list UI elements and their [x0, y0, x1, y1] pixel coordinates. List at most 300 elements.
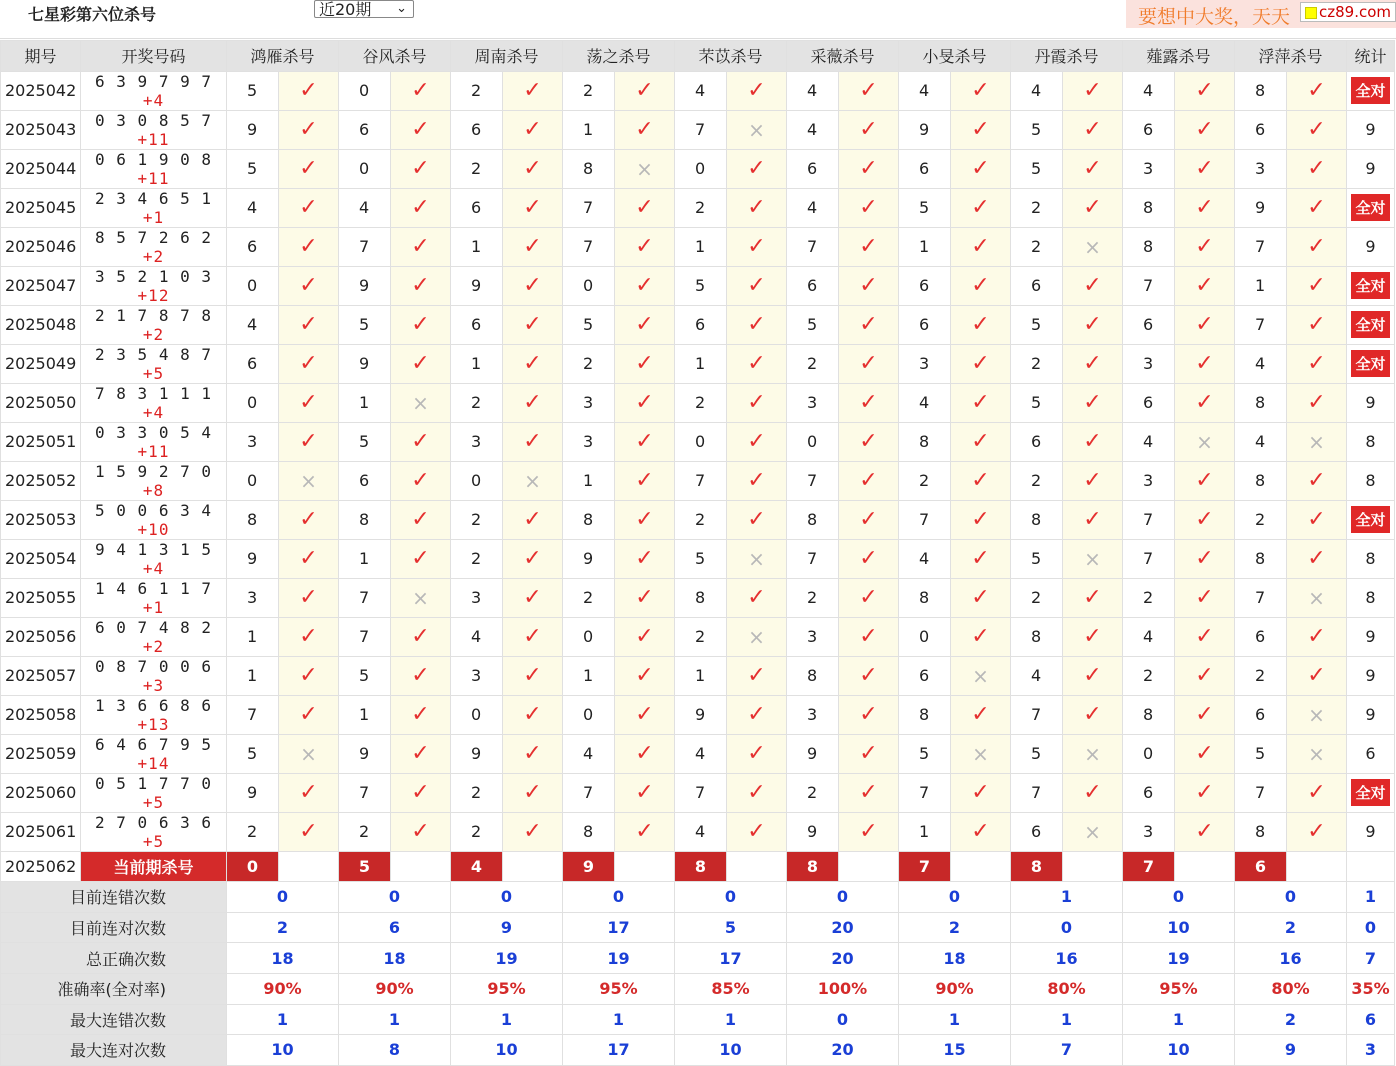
result-mark-cell: [1287, 617, 1347, 656]
stats-value: 1: [563, 1004, 675, 1035]
kill-number-cell: 8: [563, 500, 615, 539]
result-mark-cell: [503, 773, 563, 812]
stats-value: 17: [675, 943, 787, 974]
stats-value: 1: [899, 1004, 1011, 1035]
result-mark-cell: [279, 344, 339, 383]
check-icon: ✓: [1307, 312, 1326, 338]
kill-number-cell: 1: [451, 344, 503, 383]
result-mark-cell: [391, 539, 451, 578]
stats-value: 6: [339, 912, 451, 943]
kill-number-cell: 4: [227, 188, 279, 227]
check-icon: ✓: [747, 585, 766, 611]
draw-numbers-cell: [81, 617, 227, 656]
period-cell: 2025045: [1, 188, 81, 227]
kill-number-cell: 7: [675, 110, 727, 149]
period-cell: 2025056: [1, 617, 81, 656]
result-mark-cell: [1063, 188, 1123, 227]
check-icon: ✓: [523, 585, 542, 611]
kill-number-cell: 3: [227, 422, 279, 461]
check-icon: ✓: [523, 507, 542, 533]
result-mark-cell: [503, 110, 563, 149]
stats-value: 20: [787, 1035, 899, 1066]
period-cell: 2025049: [1, 344, 81, 383]
kill-number-cell: 2: [787, 773, 839, 812]
cross-icon: ×: [1308, 702, 1325, 727]
stats-value: 0: [1123, 882, 1235, 913]
draw-bonus: +13: [137, 714, 170, 734]
draw-numbers: 6 0 7 4 8 2: [95, 617, 212, 637]
kill-number-cell: 6: [1235, 617, 1287, 656]
kill-number-cell: 1: [563, 110, 615, 149]
draw-bonus: +4: [142, 558, 165, 578]
kill-number-cell: 8: [1123, 227, 1175, 266]
result-mark-cell: [951, 344, 1011, 383]
draw-bonus: +2: [142, 246, 165, 266]
kill-number-cell: 0: [451, 695, 503, 734]
result-mark-cell: [1063, 578, 1123, 617]
current-kill-number: 7: [1123, 851, 1175, 882]
check-icon: ✓: [1195, 819, 1214, 845]
cross-icon: ×: [1084, 819, 1101, 844]
stats-value: 19: [1123, 943, 1235, 974]
ad-banner[interactable]: [1126, 0, 1396, 28]
kill-number-cell: 4: [1123, 617, 1175, 656]
check-icon: ✓: [1195, 468, 1214, 494]
check-icon: ✓: [971, 429, 990, 455]
result-mark-cell: [839, 500, 899, 539]
kill-number-cell: 7: [563, 227, 615, 266]
draw-bonus: +1: [142, 207, 165, 227]
result-mark-cell: [391, 422, 451, 461]
result-mark-cell: [615, 500, 675, 539]
result-mark-cell: [1287, 500, 1347, 539]
check-icon: ✓: [1307, 546, 1326, 572]
draw-numbers-cell: [81, 71, 227, 110]
kill-number-cell: 5: [227, 149, 279, 188]
check-icon: ✓: [411, 117, 430, 143]
kill-number-cell: 8: [1235, 461, 1287, 500]
result-mark-cell: [951, 149, 1011, 188]
draw-bonus: +5: [142, 363, 165, 383]
stats-value: 0: [451, 882, 563, 913]
stats-value: 17: [563, 1035, 675, 1066]
period-cell: 2025052: [1, 461, 81, 500]
kill-number-cell: 2: [675, 188, 727, 227]
kill-number-cell: 3: [227, 578, 279, 617]
current-kill-number: 7: [899, 851, 951, 882]
stats-value: 10: [227, 1035, 339, 1066]
result-mark-cell: [839, 266, 899, 305]
period-cell: 2025047: [1, 266, 81, 305]
kill-number-cell: 3: [787, 617, 839, 656]
check-icon: ✓: [635, 819, 654, 845]
result-mark-cell: [279, 227, 339, 266]
result-mark-cell: [839, 578, 899, 617]
check-icon: ✓: [523, 312, 542, 338]
stat-cell: 9: [1347, 695, 1395, 734]
result-mark-cell: [727, 110, 787, 149]
kill-number-cell: 6: [899, 266, 951, 305]
empty-cell: [1175, 851, 1235, 882]
result-mark-cell: [279, 461, 339, 500]
kill-number-cell: 0: [339, 149, 391, 188]
result-mark-cell: [1287, 656, 1347, 695]
table-header-row: [1, 41, 1395, 72]
kill-number-cell: 8: [1011, 500, 1063, 539]
column-header: 期号: [1, 41, 81, 72]
kill-number-cell: 6: [1011, 422, 1063, 461]
table-row: [1, 617, 1395, 656]
check-icon: ✓: [635, 273, 654, 299]
all-correct-badge: 全对: [1351, 779, 1389, 806]
draw-bonus: +3: [142, 675, 165, 695]
kill-number-cell: 7: [339, 578, 391, 617]
stats-value: 18: [899, 943, 1011, 974]
result-mark-cell: [951, 266, 1011, 305]
column-header: 鸿雁杀号: [227, 41, 339, 72]
result-mark-cell: [1287, 383, 1347, 422]
check-icon: ✓: [411, 663, 430, 689]
result-mark-cell: [1287, 578, 1347, 617]
result-mark-cell: [1287, 188, 1347, 227]
check-icon: ✓: [411, 312, 430, 338]
kill-number-cell: 2: [563, 344, 615, 383]
result-mark-cell: [391, 500, 451, 539]
period-cell: 2025057: [1, 656, 81, 695]
check-icon: ✓: [1083, 624, 1102, 650]
check-icon: ✓: [747, 429, 766, 455]
result-mark-cell: [279, 188, 339, 227]
kill-number-cell: 4: [1011, 656, 1063, 695]
check-icon: ✓: [635, 624, 654, 650]
result-mark-cell: [1063, 266, 1123, 305]
kill-number-cell: 9: [899, 110, 951, 149]
result-mark-cell: [503, 188, 563, 227]
check-icon: ✓: [747, 312, 766, 338]
result-mark-cell: [727, 71, 787, 110]
result-mark-cell: [839, 695, 899, 734]
result-mark-cell: [391, 227, 451, 266]
check-icon: ✓: [1307, 468, 1326, 494]
kill-number-cell: 6: [899, 656, 951, 695]
result-mark-cell: [1063, 539, 1123, 578]
result-mark-cell: [279, 500, 339, 539]
result-mark-cell: [1175, 305, 1235, 344]
result-mark-cell: [279, 71, 339, 110]
kill-number-cell: 6: [675, 305, 727, 344]
result-mark-cell: [951, 734, 1011, 773]
kill-number-cell: 0: [787, 422, 839, 461]
check-icon: ✓: [1307, 234, 1326, 260]
result-mark-cell: [615, 305, 675, 344]
result-mark-cell: [1175, 461, 1235, 500]
kill-number-cell: 8: [1235, 539, 1287, 578]
check-icon: ✓: [523, 195, 542, 221]
result-mark-cell: [1175, 695, 1235, 734]
check-icon: ✓: [1195, 624, 1214, 650]
kill-number-cell: 4: [899, 71, 951, 110]
result-mark-cell: [503, 383, 563, 422]
draw-numbers-cell: [81, 773, 227, 812]
result-mark-cell: [279, 422, 339, 461]
check-icon: ✓: [859, 273, 878, 299]
period-cell: 2025060: [1, 773, 81, 812]
result-mark-cell: [839, 344, 899, 383]
stats-row: [1, 882, 1395, 913]
current-period-row: [1, 851, 1395, 882]
kill-number-cell: 4: [451, 617, 503, 656]
kill-number-cell: 3: [899, 344, 951, 383]
kill-number-cell: 2: [1235, 500, 1287, 539]
kill-number-cell: 6: [787, 266, 839, 305]
result-mark-cell: [839, 71, 899, 110]
check-icon: ✓: [1307, 195, 1326, 221]
check-icon: ✓: [411, 780, 430, 806]
kill-number-cell: 8: [1123, 188, 1175, 227]
kill-number-cell: 6: [451, 305, 503, 344]
kill-number-cell: 7: [1235, 227, 1287, 266]
kill-number-cell: 2: [451, 539, 503, 578]
check-icon: ✓: [299, 351, 318, 377]
result-mark-cell: [1287, 422, 1347, 461]
check-icon: ✓: [299, 273, 318, 299]
result-mark-cell: [503, 578, 563, 617]
check-icon: ✓: [1195, 390, 1214, 416]
result-mark-cell: [1063, 227, 1123, 266]
stats-value: 95%: [563, 973, 675, 1004]
kill-number-cell: 8: [1235, 71, 1287, 110]
draw-numbers-cell: [81, 656, 227, 695]
table-row: [1, 227, 1395, 266]
result-mark-cell: [279, 383, 339, 422]
check-icon: ✓: [411, 702, 430, 728]
result-mark-cell: [951, 383, 1011, 422]
check-icon: ✓: [299, 819, 318, 845]
kill-number-cell: 9: [339, 734, 391, 773]
table-row: [1, 578, 1395, 617]
chevron-down-icon: ⌄: [396, 1, 407, 16]
kill-number-cell: 4: [675, 734, 727, 773]
result-mark-cell: [1287, 812, 1347, 851]
stats-label: 准确率(全对率): [1, 973, 227, 1004]
kill-number-cell: 5: [1011, 734, 1063, 773]
stat-cell: 6: [1347, 734, 1395, 773]
check-icon: ✓: [971, 273, 990, 299]
draw-bonus: +8: [142, 480, 165, 500]
result-mark-cell: [951, 773, 1011, 812]
empty-cell: [951, 851, 1011, 882]
stats-value: 16: [1011, 943, 1123, 974]
stat-cell: 9: [1347, 383, 1395, 422]
stat-cell: 9: [1347, 227, 1395, 266]
column-header: 薤露杀号: [1123, 41, 1235, 72]
result-mark-cell: [1287, 149, 1347, 188]
period-cell: 2025054: [1, 539, 81, 578]
check-icon: ✓: [635, 312, 654, 338]
stats-value: 1: [1011, 882, 1123, 913]
check-icon: ✓: [971, 702, 990, 728]
stats-value: 16: [1235, 943, 1347, 974]
stats-value: 0: [1235, 882, 1347, 913]
kill-number-cell: 2: [451, 812, 503, 851]
check-icon: ✓: [1195, 663, 1214, 689]
column-header: 开奖号码: [81, 41, 227, 72]
kill-number-cell: 2: [1123, 578, 1175, 617]
check-icon: ✓: [859, 507, 878, 533]
kill-number-cell: 6: [451, 110, 503, 149]
check-icon: ✓: [635, 234, 654, 260]
result-mark-cell: [1063, 305, 1123, 344]
check-icon: ✓: [1307, 819, 1326, 845]
kill-number-cell: 7: [339, 227, 391, 266]
kill-number-cell: 9: [787, 734, 839, 773]
period-select-value: 近20期: [319, 0, 372, 19]
stats-label: 目前连对次数: [1, 912, 227, 943]
draw-numbers-cell: [81, 734, 227, 773]
kill-number-cell: 4: [1123, 422, 1175, 461]
stats-value: 2: [1235, 1004, 1347, 1035]
check-icon: ✓: [1307, 78, 1326, 104]
stats-value: 10: [451, 1035, 563, 1066]
result-mark-cell: [615, 695, 675, 734]
column-header: 小旻杀号: [899, 41, 1011, 72]
empty-cell: [839, 851, 899, 882]
result-mark-cell: [1287, 110, 1347, 149]
check-icon: ✓: [1083, 156, 1102, 182]
kill-number-cell: 9: [451, 266, 503, 305]
result-mark-cell: [1175, 734, 1235, 773]
check-icon: ✓: [747, 819, 766, 845]
stats-label: 最大连对次数: [1, 1035, 227, 1066]
draw-numbers: 0 5 1 7 7 0: [95, 773, 212, 793]
check-icon: ✓: [299, 156, 318, 182]
kill-number-cell: 2: [563, 578, 615, 617]
check-icon: ✓: [747, 273, 766, 299]
kill-number-cell: 9: [787, 812, 839, 851]
result-mark-cell: [279, 578, 339, 617]
result-mark-cell: [503, 500, 563, 539]
table-row: [1, 149, 1395, 188]
check-icon: ✓: [523, 156, 542, 182]
check-icon: ✓: [411, 273, 430, 299]
result-mark-cell: [951, 812, 1011, 851]
check-icon: ✓: [747, 702, 766, 728]
result-mark-cell: [615, 812, 675, 851]
result-mark-cell: [503, 266, 563, 305]
kill-number-cell: 4: [1235, 422, 1287, 461]
check-icon: ✓: [523, 663, 542, 689]
kill-number-cell: 1: [339, 695, 391, 734]
result-mark-cell: [503, 149, 563, 188]
period-select[interactable]: [314, 0, 414, 18]
result-mark-cell: [1175, 578, 1235, 617]
period-cell: 2025044: [1, 149, 81, 188]
stats-value: 19: [451, 943, 563, 974]
stats-label: 总正确次数: [1, 943, 227, 974]
column-header: 浮萍杀号: [1235, 41, 1347, 72]
stats-value: 17: [563, 912, 675, 943]
draw-numbers-cell: [81, 812, 227, 851]
stats-value: 1: [451, 1004, 563, 1035]
draw-numbers: 9 4 1 3 1 5: [95, 539, 212, 559]
check-icon: ✓: [859, 624, 878, 650]
stats-value: 7: [1347, 943, 1395, 974]
check-icon: ✓: [411, 507, 430, 533]
empty-cell: [1063, 851, 1123, 882]
check-icon: ✓: [1083, 195, 1102, 221]
result-mark-cell: [727, 266, 787, 305]
current-kill-number: 9: [563, 851, 615, 882]
check-icon: ✓: [859, 468, 878, 494]
check-icon: ✓: [1307, 780, 1326, 806]
table-row: [1, 539, 1395, 578]
result-mark-cell: [727, 461, 787, 500]
result-mark-cell: [279, 266, 339, 305]
cross-icon: ×: [1084, 234, 1101, 259]
check-icon: ✓: [747, 663, 766, 689]
check-icon: ✓: [971, 351, 990, 377]
cross-icon: ×: [748, 117, 765, 142]
check-icon: ✓: [635, 195, 654, 221]
kill-number-cell: 2: [451, 149, 503, 188]
current-kill-number: 8: [787, 851, 839, 882]
check-icon: ✓: [635, 351, 654, 377]
check-icon: ✓: [1195, 117, 1214, 143]
kill-number-cell: 8: [787, 656, 839, 695]
result-mark-cell: [1287, 227, 1347, 266]
result-mark-cell: [951, 188, 1011, 227]
draw-numbers-cell: [81, 422, 227, 461]
check-icon: ✓: [859, 585, 878, 611]
site-logo[interactable]: [1300, 2, 1396, 22]
result-mark-cell: [839, 773, 899, 812]
cross-icon: ×: [1308, 741, 1325, 766]
stat-cell: 9: [1347, 149, 1395, 188]
check-icon: ✓: [859, 702, 878, 728]
period-cell: 2025058: [1, 695, 81, 734]
check-icon: ✓: [747, 780, 766, 806]
check-icon: ✓: [747, 234, 766, 260]
result-mark-cell: [615, 188, 675, 227]
kill-number-cell: 7: [563, 188, 615, 227]
result-mark-cell: [1175, 617, 1235, 656]
kill-number-cell: 1: [675, 344, 727, 383]
result-mark-cell: [1175, 539, 1235, 578]
result-mark-cell: [1175, 149, 1235, 188]
kill-number-cell: 0: [1123, 734, 1175, 773]
result-mark-cell: [615, 461, 675, 500]
stats-value: 0: [563, 882, 675, 913]
check-icon: ✓: [1195, 702, 1214, 728]
result-mark-cell: [1175, 266, 1235, 305]
result-mark-cell: [1063, 656, 1123, 695]
check-icon: ✓: [523, 624, 542, 650]
current-kill-number: 6: [1235, 851, 1287, 882]
kill-number-cell: 5: [1011, 383, 1063, 422]
kill-number-cell: 6: [899, 149, 951, 188]
all-correct-badge: 全对: [1351, 311, 1389, 338]
result-mark-cell: [503, 617, 563, 656]
stat-cell: 8: [1347, 422, 1395, 461]
empty-cell: [727, 851, 787, 882]
check-icon: ✓: [1195, 312, 1214, 338]
current-kill-number: 4: [451, 851, 503, 882]
stats-value: 1: [1347, 882, 1395, 913]
result-mark-cell: [839, 617, 899, 656]
result-mark-cell: [503, 695, 563, 734]
all-correct-badge: 全对: [1351, 77, 1389, 104]
draw-numbers: 1 4 6 1 1 7: [95, 578, 212, 598]
